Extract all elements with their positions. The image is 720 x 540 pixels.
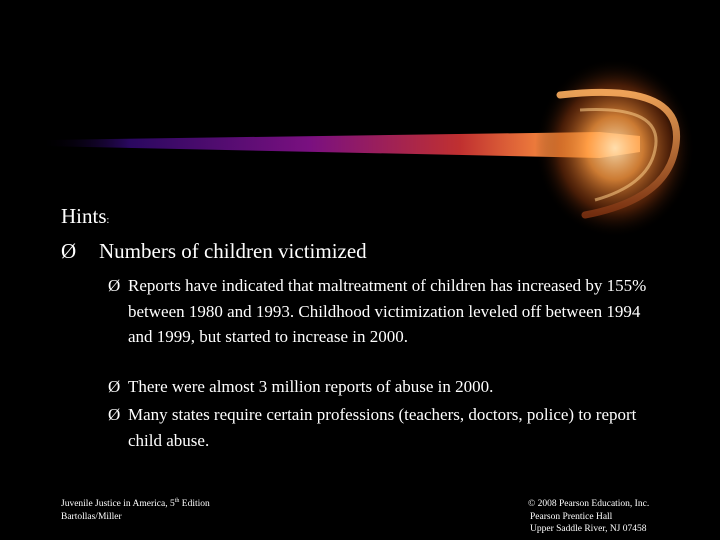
sub-bullet-3 — [108, 402, 668, 453]
slide-heading — [61, 203, 109, 234]
footer-book-title: Juvenile Justice in America, 5th Edition — [61, 497, 210, 509]
sub-bullet-2 — [108, 374, 668, 400]
arrow-bullet-icon: Ø — [108, 276, 121, 295]
arrow-bullet-icon: Ø — [108, 377, 121, 396]
main-bullet — [61, 238, 367, 264]
main-bullet-text: Numbers of children victimized — [99, 239, 367, 263]
footer-publisher: Pearson Prentice Hall — [530, 511, 613, 522]
sub-bullet-1 — [108, 273, 668, 350]
footer-address: Upper Saddle River, NJ 07458 — [530, 524, 647, 534]
footer-right — [528, 498, 649, 536]
arrow-bullet-icon: Ø — [61, 239, 77, 263]
arrow-bullet-icon: Ø — [108, 405, 121, 424]
heading-text: Hints — [61, 204, 107, 228]
footer-copyright: © 2008 Pearson Education, Inc. — [528, 499, 650, 509]
footer-left — [61, 498, 210, 523]
heading-colon: : — [106, 215, 110, 226]
sub-bullet-text: There were almost 3 million reports of abuse in 2000. — [128, 377, 494, 396]
footer-authors: Bartollas/Miller — [61, 511, 122, 522]
sub-bullet-text: Reports have indicated that maltreatment of children has increased by 155% between 1980 and 1993. Childhood victimization leveled off between 1994 and 1999, but started to increase in 2000. — [128, 276, 647, 346]
sub-bullet-text: Many states require certain professions (teachers, doctors, police) to report child abuse. — [128, 405, 637, 450]
